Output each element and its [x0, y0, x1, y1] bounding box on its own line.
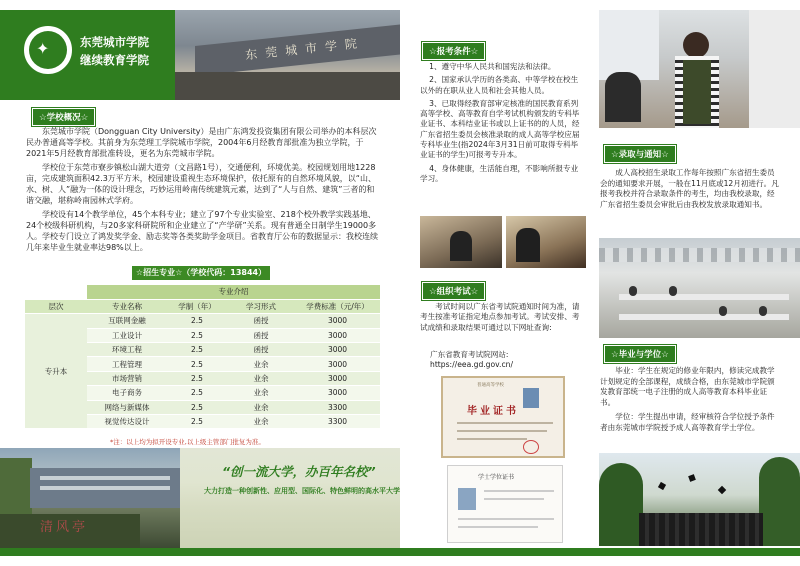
school-name: 东莞城市学院 [80, 35, 149, 49]
table-cell: 2.5 [167, 415, 227, 429]
table-cell: 2.5 [167, 386, 227, 400]
table-cell: 业余 [227, 371, 295, 385]
table-cell: 业余 [227, 357, 295, 371]
footer-green-strip [0, 548, 800, 556]
admission-text: 成人高校招生录取工作每年按照广东省招生委员会的通知要求开展，一般在11月底或12月初进行。凡报考我校并符合录取条件的考生，均由我校录取，经广东省招生委员会审批后由我校发放录取通知书。 [600, 168, 779, 209]
campus-sign: 东莞城市学院 [244, 35, 366, 63]
table-cell: 3000 [295, 357, 380, 371]
table-cell: 函授 [227, 328, 295, 342]
apply-title: ☆报考条件☆ [422, 42, 485, 60]
classroom-photo-1 [420, 216, 502, 268]
table-cell: 2.5 [167, 371, 227, 385]
overview-text [26, 126, 380, 256]
exam-text: 考试时间以广东省考试院通知时间为准，请考生按准考证指定地点参加考试。考试安排、考试成绩和录取结果可通过以下网址查询: [420, 302, 580, 332]
table-cell: 3000 [295, 314, 380, 328]
table-note: *注：以上均为拟开设专业,以上级主管部门批复为准。 [110, 438, 265, 446]
table-cell: 业余 [227, 400, 295, 414]
logo-mark-icon: ✦ [36, 39, 50, 58]
table-cell: 视觉传达设计 [87, 415, 167, 429]
classroom-photo-2 [506, 216, 586, 268]
apply-item: 4、身体健康，生活能自理，不影响所报专业学习。 [420, 163, 579, 183]
overview-paragraph: 学校设有14个教学单位，45个本科专业；建立了97个专业实验室、218个校外教学实践基地、24个校级科研机构，与20多家科研院所和企业建立了“产学研”关系。现有普通全日制学生19000多人。学校专门设立了鸿发奖学金、励志奖等各类奖助学金项目。省教育厅公布的数据显示：我校连续几年来毕业生就业率达98%以上。 [26, 210, 378, 252]
table-cell: 3300 [295, 415, 380, 429]
graduation-photo [599, 453, 800, 546]
col-header: 专业名称 [87, 299, 167, 313]
table-cell: 工业设计 [87, 328, 167, 342]
library-photo [599, 238, 800, 338]
table-cell: 3000 [295, 386, 380, 400]
school-subtitle: 继续教育学院 [80, 53, 149, 67]
overview-title: ☆学校概况☆ [32, 108, 95, 126]
apply-list [420, 62, 582, 187]
slogan-sub: 大力打造一种创新性、应用型、国际化、特色鲜明的高水平大学 [204, 487, 400, 495]
classroom-teacher-photo [599, 10, 800, 128]
col-header: 学制（年） [167, 299, 227, 313]
table-row [25, 314, 380, 328]
apply-item: 2、国家承认学历的各类高、中等学校在校生以外的在职从业人员和社会其他人员。 [420, 75, 579, 95]
diploma-title: 毕业证书 [467, 406, 519, 417]
graduate-text: 毕业：学生在规定的修业年限内，修读完成教学计划规定的全部课程，成绩合格，由东莞城市学院颁发教育部统一电子注册的成人高等教育本科毕业证书。 [600, 366, 775, 407]
table-cell: 函授 [227, 343, 295, 357]
table-cell: 3000 [295, 328, 380, 342]
apply-item: 3、已取得经教育部审定核准的国民教育系列高等学校、高等教育自学考试机构颁发的专科毕业证书、本科结业证书或以上证书的的人员，经广东省招生委员会核准录取的成人高等学校应届专科毕业生(指2024年3月31日前可取得专科毕业证书的学生)可报考专升本。 [420, 98, 580, 160]
table-cell: 电子商务 [87, 386, 167, 400]
table-cell: 2.5 [167, 328, 227, 342]
table-cell: 2.5 [167, 400, 227, 414]
table-cell: 2.5 [167, 314, 227, 328]
table-cell: 环境工程 [87, 343, 167, 357]
exam-site-label: 广东省教育考试院网站: [430, 350, 509, 359]
apply-item: 1、遵守中华人民共和国宪法和法律。 [429, 62, 556, 71]
degree-text: 学位：学生提出申请，经审核符合学位授予条件者由东莞城市学院授予成人高等教育学士学位。 [600, 412, 775, 432]
enroll-banner: ☆招生专业☆（学校代码：13844） [132, 266, 270, 280]
table-cell: 3000 [295, 371, 380, 385]
col-header: 学费标准（元/年） [295, 299, 380, 313]
stone-inscription: 清风亭 [40, 520, 89, 535]
exam-title: ☆组织考试☆ [422, 282, 485, 300]
school-logo [24, 26, 72, 74]
table-cell: 2.5 [167, 357, 227, 371]
table-cell: 3000 [295, 343, 380, 357]
degree-certificate [447, 465, 563, 543]
majors-table [25, 285, 380, 429]
table-cell: 业余 [227, 415, 295, 429]
table-cell: 互联网金融 [87, 314, 167, 328]
table-cell: 3300 [295, 400, 380, 414]
exam-site-url[interactable]: https://eea.gd.gov.cn/ [430, 360, 514, 369]
table-cell: 2.5 [167, 343, 227, 357]
level-cell: 专升本 [25, 314, 87, 429]
admission-title: ☆录取与通知☆ [604, 145, 676, 163]
graduate-title: ☆毕业与学位☆ [604, 345, 676, 363]
col-header: 学习形式 [227, 299, 295, 313]
table-cell: 函授 [227, 314, 295, 328]
slogan-main: “创一流大学，办百年名校” [222, 464, 376, 479]
overview-paragraph: 学校位于东莞市寮步镇松山湖大道旁（文昌路1号），交通便利，环境优美。校园规划用地1228亩，完成建筑面积42.3万平方米，校园建设重视生态环境保护，依托原有的自然环境风貌，以“山、水、树、人”融为一体的设计理念，巧妙运用岭南传统建筑元素，达到了“人与自然、建筑”三者的和谐交融，堪称岭南园林式学府。 [26, 163, 376, 205]
degree-title: 学士学位证书 [478, 474, 515, 481]
table-cell: 工程管理 [87, 357, 167, 371]
diploma-certificate [441, 376, 565, 458]
header-building-photo [175, 10, 400, 100]
diploma-header: 普通高等学校 [477, 383, 504, 388]
table-cell: 业余 [227, 386, 295, 400]
table-title: 专业介绍 [87, 285, 380, 299]
overview-paragraph: 东莞城市学院（Dongguan City University）是由广东鸿发投资集团有限公司举办的本科层次民办普通高等学校。其前身为东莞理工学院城市学院，2004年6月经教育部批准为独立学院，于2021年5月经教育部批准转设，更名为东莞城市学院。 [26, 127, 377, 158]
col-header: 层次 [25, 299, 87, 313]
table-cell: 市场营销 [87, 371, 167, 385]
table-cell: 网络与新媒体 [87, 400, 167, 414]
